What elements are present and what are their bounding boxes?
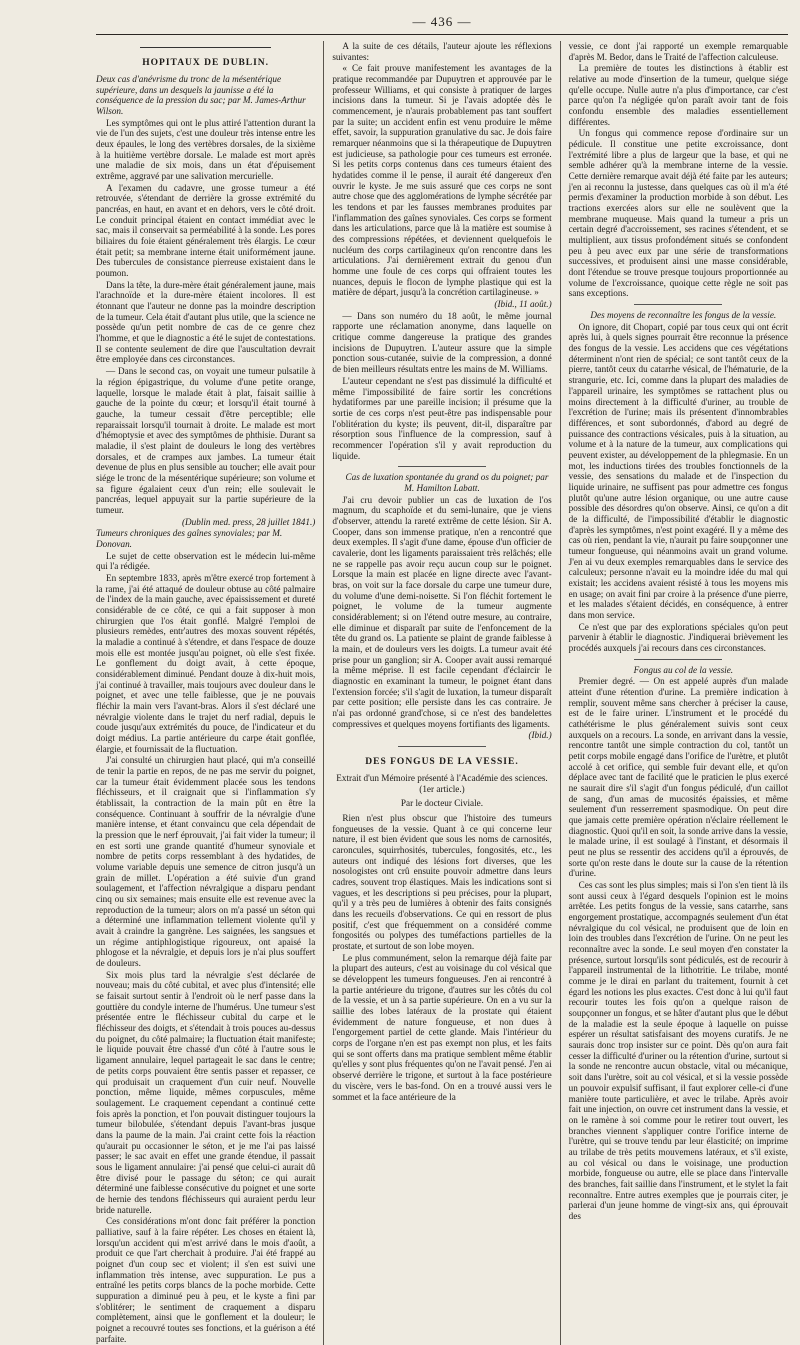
citation: (Ibid.) (528, 730, 552, 741)
paragraph: La première de toutes les distinctions à établir est relative au mode d'insertion de la tumeur, quelque siége qu'elle occupe. Nulle autre n'a plus d'importance, car c'est parce qu'on l'a négligée qu'on paraît avoir tant de fois confondu ensemble des maladies essentiellement différentes. (568, 63, 788, 127)
paragraph: On ignore, dit Chopart, copié par tous ceux qui ont écrit après lui, à quels signes pourrait être reconnue la présence des fongus de la vessie. Les accidens que ces végétations déterminent n'ont rien de spécial; ce sont tantôt ceux de la pierre, tantôt ceux du catarrhe vésical, de l'hématurie, de la strangurie, etc. Ici, comme dans la plupart des maladies de l'appareil urinaire, les symptômes se rattachent plus ou moins directement à la difficulté d'uriner, au trouble de l'excrétion de l'urine; mais ils présentent d'innombrables différences, et sont subordonnés, d'abord au degré de puissance des contractions vésicales, puis à la situation, au volume et à la nature de la tumeur, aux complications qui peuvent exister, au développement de la phlegmasie. En un mot, les inductions tirées des troubles fonctionnels de la vessie, des sensations du malade et de l'inspection du liquide urinaire, ne suffisent pas pour admettre ces fongus plutôt qu'une autre lésion organique, ou une autre cause possible des désordres qu'on observe. Ainsi, ce qu'on a dit de la difficulté, de l'impossibilité d'établir le diagnostic d'après les symptômes, n'est point exagéré. Il y a même des cas où rien, pendant la vie, n'aurait pu faire soupçonner une tumeur fongueuse, qui néanmoins avait un grand volume. J'en ai vu deux exemples remarquables dans le service des calculeux; personne n'avait eu la moindre idée du mal qui existait; les accidens avaient résisté à tous les moyens mis en usage; on avait fini par croire à la présence d'une pierre, et les malades s'étaient décidés, en conséquence, à entrer dans mon service. (568, 321, 788, 620)
paragraph: Un fongus qui commence repose d'ordinaire sur un pédicule. Il constitue une petite excroissance, dont l'extrémité libre a plus de largeur que la base, et qui ne semble adhérer qu'à la membrane interne de la vessie. Cette dernière remarque avait déjà été faite par les auteurs; j'en ai reconnu la justesse, dans quelques cas où il m'a été permis d'examiner la production morbide à son début. Les tractions exercées alors sur elle ne soulèvent que la membrane muqueuse. Mais quand la tumeur a pris un certain degré d'accroissement, ses racines s'étendent, et se multiplient, aux tissus profondément situés se confondent peu à peu avec eux par une série de transformations successives, et produisent ainsi une masse considérable, dont l'étendue se trouve presque toujours proportionnée au volume de l'excroissance, quoique cette règle ne soit pas sans exceptions. (568, 128, 788, 299)
paragraph: Le plus communément, selon la remarque déjà faite par la plupart des auteurs, c'est au voisinage du col vésical que se développent les tumeurs fongueuses. J'en ai rencontré à la partie antérieure du trigone, d'autres sur les côtés du col de la vessie, et un à sa partie supérieure. On en a vu sur la saillie des lobes latéraux de la prostate qui étaient évidemment de nature fongueuse, et non dues à l'engorgement partiel de cette glande. Mais l'intérieur du corps de l'organe n'en est pas exempt non plus, et les faits qui se sont offerts dans ma pratique semblent même établir qu'elles y sont plus fréquentes qu'on ne l'avait pensé. J'en ai observé derrière le trigone, et surtout à la face postérieure du viscère, vers le bas-fond. On en a trouvé aussi vers le sommet et la face antérieure de la (332, 952, 552, 1102)
paragraph: Six mois plus tard la névralgie s'est déclarée de nouveau; mais du côté cubital, et avec plus d'intensité; elle se faisait surtout sentir à l'endroit où le nerf passe dans la gouttière du condyle interne de l'humérus. Une tumeur s'est présentée entre le fléchisseur cubital du carpe et le fléchisseur des doigts, et s'étendait à trois pouces au-dessus du poignet, du côté palmaire; la fluctuation était manifeste; le liquide pouvait être chassé d'un côté à l'autre sous le ligament annulaire, lequel partageait le sac dans le centre; de petits corps pouvaient être sentis passer et repasser, ce qui produisait un craquement d'un cuir neuf. Nouvelle ponction, même liquide, mêmes corpuscules, même soulagement. Le craquement cependant a continué cette fois après la ponction, et l'on pouvait distinguer toujours la tumeur bilobulée, s'étendant depuis l'avant-bras jusque dans la paume de la main. J'ai craint cette fois la réaction qu'aurait pu occasionner le séton, et je me l'ai pas laissé passer; le sac avait en effet une grande étendue, il passait sous le ligament annulaire: j'ai pensé que celui-ci aurait dû être divisé pour le passage du séton; ce qui aurait déterminé une faiblesse consécutive du poignet et une sorte de hernie des tendons fléchisseurs qui auraient perdu leur bride naturelle. (96, 969, 316, 1215)
column-1 (96, 41, 315, 1345)
article-intro: Deux cas d'anévrisme du tronc de la mésentérique supérieure, dans un desquels la jaunisse a été la conséquence de la pression du sac; par M. James-Arthur Wilson. (96, 74, 306, 117)
paragraph: En septembre 1833, après m'être exercé trop fortement à la rame, j'ai été attaqué de douleur obtuse au côté palmaire de l'index de la main gauche, avec épaississement et dureté considérable de ce côté, ce qui a fait supposer à mon chirurgien que l'os était gonflé. Malgré l'emploi de plusieurs remèdes, entr'autres des moxas souvent répétés, la maladie a continué à s'étendre, et dans l'espace de douze mois elle est montée jusqu'au poignet, où elle s'est fixée. Le gonflement du doigt avait, à cette époque, considérablement diminué. Pendant douze à dix-huit mois, j'ai continué à travailler, mais toujours avec douleur dans le poignet, et avec une telle faiblesse, que je ne pouvais fléchir la main vers l'avant-bras. Alors il s'est déclaré une névralgie violente dans le trajet du nerf radial, depuis le coude jusqu'aux extrémités du pouce, de l'indicateur et du doigt médius. La partie antérieure du carpe était gonflée, élargie, et fournissait de la fluctuation. (96, 572, 316, 754)
paragraph: Les symptômes qui ont le plus attiré l'attention durant la vie de l'un des sujets, c'est une douleur très intense entre les deux épaules, le long des vertèbres dorsales, de la sixième à la huitième vertèbre dorsale. Le malade est mort après une maladie de six mois, dans un état d'épuisement extrême, aggravé par une salivation mercurielle. (96, 117, 316, 182)
paragraph: Dans la tête, la dure-mère était généralement jaune, mais l'arachnoïde et la dure-mère étaient incolores. Il est étonnant que l'auteur ne donne pas la moindre description de la tumeur. Cela était d'autant plus utile, que la science ne possède qu'un petit nombre de cas de ce genre chez l'homme, et que le diagnostic a été le sujet de contestations. Il se contente seulement de dire que l'auscultation devrait être employée dans ces circonstances. (96, 279, 316, 365)
paragraph: Premier degré. — On est appelé auprès d'un malade atteint d'une rétention d'urine. La première indication à remplir, souvent même sans chercher à préciser la cause, est de le faire uriner. L'instrument et le procédé du cathétérisme le plus généralement suivis sont ceux auxquels on a recours. La sonde, en arrivant dans la vessie, rencontre tantôt une simple contraction du col, tantôt un petit corps mobile engagé dans l'orifice de l'urètre, et plutôt accolé à cet orifice, qui semble fuir devant elle, et qu'on déplace avec tant de facilité que le praticien le plus exercé ne saurait dire s'il s'agit d'un fongus pédiculé, d'un caillot de sang, d'un amas de mucosités épaissies, et même seulement d'un resserrement spasmodique. On peut dire que jamais cette première opération n'éclaire réellement le diagnostic. Quoi qu'il en soit, la sonde arrive dans la vessie, le malade urine, il est soulagé à l'instant, et désormais il peut ne plus se ressentir des accidens qu'il a éprouvés, de sorte qu'on reste dans le doute sur la cause de la rétention d'urine. (568, 676, 788, 879)
article-subheading: Fongus au col de la vessie. (633, 664, 734, 675)
divider (140, 47, 272, 48)
column-rule (323, 41, 324, 1345)
section-heading-fongus: DES FONGUS DE LA VESSIE. (365, 757, 519, 767)
columns (96, 41, 788, 1345)
paragraph: « Ce fait prouve manifestement les avantages de la pratique recommandée par Dupuytren et approuvée par le professeur Williams, et qui consiste à pratiquer de larges incisions dans la tumeur. Si je l'avais adoptée dès le commencement, je n'aurais probablement pas tant souffert par la suite; un accident enfin est venu produire le même effet, savoir, la suppuration granulative du sac. Je dois faire remarquer néanmoins que si la thérapeutique de Dupuytren est judicieuse, sa pathologie pour ces tumeurs est erronée. Si les petits corps contenus dans ces tumeurs étaient des hydatides comme il le pense, il aurait été dangereux d'en ouvrir le kyste. Je me suis assuré que ces corps ne sont autre chose que des agglomérations de lymphe sécrétée par les tendons et par les fausses membranes produites par l'inflammation des gaînes synoviales. Ces corps se forment dans les articulations, parce que là la matière est soumise à des compressions répétées, et deviennent quelquefois le nucléum des corps cartilagineux qu'on rencontre dans les articulations. J'ai dernièrement extrait du genou d'un homme une foule de ces corps qui offraient toutes les nuances, depuis le flocon de lymphe plastique qui est la matière de départ, jusqu'à la concrétion cartilagineuse. » (332, 63, 552, 298)
section-heading-dublin: HOPITAUX DE DUBLIN. (142, 58, 270, 68)
citation: (Dublin med. press, 28 juillet 1841.) (181, 516, 316, 527)
paragraph: Ce n'est que par des explorations spéciales qu'on peut parvenir à établir le diagnostic. J'indiquerai brièvement les procédés auxquels j'ai recours dans ces circonstances. (568, 621, 788, 653)
paragraph: A la suite de ces détails, l'auteur ajoute les réflexions suivantes: (332, 41, 552, 62)
divider (398, 466, 486, 467)
divider (634, 659, 722, 660)
column-3 (569, 41, 788, 1345)
paragraph: A l'examen du cadavre, une grosse tumeur a été retrouvée, s'étendant de derrière la grosse extrémité du pancréas, en haut, en avant et en dehors, vers le côté droit. Le conduit principal étaient en contact immédiat avec le sac, mais il conservait sa perméabilité à la sonde. Les pores biliaires du foie étaient généralement très élargis. Le cœur était petit; sa membrane interne était uniformément jaune. Des tubercules de consistance pierreuse existaient dans le poumon. (96, 182, 316, 279)
paragraph: L'auteur cependant ne s'est pas dissimulé la difficulté et même l'impossibilité de faire sortir les concrétions hydatiformes par une pareille incision; il présume que la sortie de ces corps n'est peut-être pas indispensable pour l'oblitération du kyste; ils peuvent, dit-il, disparaître par résorption sous l'influence de la compression, sauf à recommencer l'opération s'il y avait reproduction du liquide. (332, 375, 552, 461)
paragraph: Ces cas sont les plus simples; mais si l'on s'en tient là ils sont aussi ceux à l'égard desquels l'opinion est le moins arrêtée. Les petits fongus de la vessie, sans catarrhe, sans engorgement prostatique, accompagnés seulement d'un état névralgique du col vésical, ne produisent que de loin en loin des troubles dans l'excrétion de l'urine. On ne peut les reconnaître avec la sonde. Le seul moyen d'en constater la présence, surtout lorsqu'ils sont pédiculés, est de recourir à l'appareil instrumental de la lithotritie. Le trilabe, monté comme je le dirai en parlant du traitement, fournit à cet égard les notions les plus exactes. C'est donc à lui qu'il faut recourir toutes les fois qu'on a quelque raison de soupçonner un fongus, et se hâter d'autant plus que le début de la maladie est la seule époque à laquelle on puisse espérer un résultat satisfaisant des moyens curatifs. Je ne saurais donc trop insister sur ce point. Dès qu'on aura fait cesser la difficulté d'uriner ou la rétention d'urine, surtout si la sonde ne rencontre aucun obstacle, vital ou mécanique, soit dans l'urètre, soit au col vésical, et si la vessie possède un pouvoir expulsif suffisant, il faut explorer celle-ci d'une manière toute particulière, et avec le trilabe. Après avoir fait une injection, on ouvre cet instrument dans la vessie, et on le ramène à soi comme pour le retirer tout ouvert, les branches viennent s'appliquer contre l'orifice interne de l'urètre, qui se trouve tendu par leur élasticité; on imprime au trilabe de très petits mouvemens latéraux, et s'il existe, au col vésical ou dans le voisinage, une production morbide, fongueuse ou autre, elle se place dans l'intervalle des branches, fait saillie dans l'instrument, et le stylet la fait reconnaître. Entre autres exemples que je pourrais citer, je parlerai d'un jeune homme de vingt-six ans, qui éprouvait des (568, 880, 788, 1221)
column-2 (332, 41, 551, 1345)
article-subheading: Des moyens de reconnaître les fongus de la vessie. (590, 310, 777, 321)
paragraph: J'ai consulté un chirurgien haut placé, qui m'a conseillé de tenir la partie en repos, de ne pas me servir du poignet, car la tumeur était évidemment placée sous les tendons fléchisseurs, et il craignait que si l'inflammation s'y établissait, la contraction de la main pût en être la conséquence. Continuant à souffrir de la névralgie d'une manière intense, et étant convaincu que cela dépendait de la pression que le nerf éprouvait, j'ai fait vider la tumeur; il en est sorti une grande quantité d'humeur synoviale et nombre de petits corps ressemblant à des hydatides, de volume variable depuis une semence de citron jusqu'à un grain de millet. L'opération a été suivie d'un grand soulagement, et l'affection névralgique a disparu pendant cinq ou six semaines; mais ensuite elle est revenue avec la reproduction de la tumeur; alors on m'a passé un séton qui a déterminé une inflammation tellement violente qu'il y avait à craindre la gangrène. Les saignées, les sangsues et un régime antiphlogistique rigoureux, ont apaisé la phlogose et la névralgie, et depuis lors je n'ai plus souffert de douleurs. (96, 755, 316, 969)
paragraph: Le sujet de cette observation est le médecin lui-même qui l'a rédigée. (96, 550, 316, 572)
divider (634, 304, 722, 305)
column-rule (560, 41, 561, 1345)
divider (398, 746, 486, 747)
citation: (Ibid., 11 août.) (494, 299, 552, 310)
paragraph: Rien n'est plus obscur que l'histoire des tumeurs fongueuses de la vessie. Quant à ce qui concerne leur nature, il est bien évident que sous les noms de carnosités, caroncules, squirrhosités, tubercules, fongosités, etc., les auteurs ont indiqué des lésions fort diverses, que les nosologistes ont crû ensuite pouvoir admettre dans leurs cadres, souvent trop élastiques. Mais les indications sont si vagues, et les descriptions si peu précises, pour la plupart, qu'il y a très peu de lumières à obtenir des faits consignés dans les recueils d'observations. Ce qui en ressort de plus positif, c'est que fréquemment on a considéré comme fongosités ou polypes des tuméfactions partielles de la prostate, et surtout de son lobe moyen. (332, 813, 552, 952)
article-subheading: Tumeurs chroniques des gaînes synoviales; par M. Donovan. (96, 528, 283, 549)
article-subheading: Cas de luxation spontanée du grand os du poignet; par M. Hamilton Labatt. (345, 472, 549, 493)
paragraph: — Dans le second cas, on voyait une tumeur pulsatile à la région épigastrique, du volume d'une petite orange, laquelle, lorsque le malade était à plat, faisait saillie à gauche de la pointe du cœur; et lorsqu'il était tourné à gauche, la tumeur cessait d'être perceptible; elle reparaissait lorsqu'il tournait à droite. Le malade est mort d'hémoptysie et avec des symptômes de phthisie. Durant sa maladie, il s'est plaint de douleurs le long des vertèbres dorsales, et de crampes aux jambes. La tumeur était devenue de plus en plus sensible au toucher; elle avait pour siége le tronc de la mésentérique supérieure; son volume et sa figure égalaient ceux d'un rein; elle soulevait le pancréas, lequel appuyait sur la partie supérieure de la tumeur. (96, 366, 316, 515)
page-number: — 436 — (96, 14, 788, 35)
article-author: Par le docteur Civiale. (400, 798, 484, 809)
article-source: Extrait d'un Mémoire présenté à l'Académie des sciences. (1er article.) (336, 773, 548, 794)
paragraph: — Dans son numéro du 18 août, le même journal rapporte une réclamation anonyme, dans laquelle on critique comme dangereuse la pratique des grandes incisions de Dupuytren. L'auteur assure que la simple ponction sous-cutanée, suivie de la compression, a donné de bien meilleurs résultats entre les mains de M. Williams. (332, 310, 552, 375)
paragraph: vessie, ce dont j'ai rapporté un exemple remarquable d'après M. Bedor, dans le Traité de l'affection calculeuse. (568, 41, 788, 62)
paragraph: Ces considérations m'ont donc fait préférer la ponction palliative, sauf à la faire répéter. Les choses en étaient là, lorsqu'un accident qui m'est arrivé dans le mois d'août, a produit ce que l'art cherchait à produire. J'ai été frappé au poignet d'un coup sec et violent; il s'en est suivi une inflammation très intense, avec suppuration. Le pus a entraîné les petits corps blancs de la poche morbide. Cette suppuration a diminué peu à peu, et le kyste a fini par s'oblitérer; le sentiment de craquement a disparu complètement, ainsi que le gonflement et la douleur; le poignet a recouvré toutes ses fonctions, et la guérison a été parfaite. (96, 1216, 316, 1344)
paragraph: J'ai cru devoir publier un cas de luxation de l'os magnum, du scaphoïde et du semi-lunaire, que je viens d'observer, attendu la rareté extrême de cette lésion. Sir A. Cooper, dans son immense pratique, n'en a rencontré que deux exemples. Il s'agit d'une dame, épouse d'un officier de cavalerie, dont les ligaments paraissaient très relâchés; elle ne se rappelle pas avoir reçu aucun coup sur le poignet. Lorsque la main est placée en ligne directe avec l'avant-bras, on voit sur la face dorsale du carpe une tumeur dure, du volume d'une demi-noisette. Si l'on fléchit fortement le poignet, le volume de la tumeur augmente considérablement; si on l'étend outre mesure, au contraire, elle diminue et disparaît par suite de l'enfoncement de la tête du grand os. La patiente se plaint de grande faiblesse à la main, et de douleurs vers les doigts. La tumeur avait été prise pour un ganglion; sir A. Cooper avait aussi remarqué la même méprise. Il est facile cependant d'éclaircir le diagnostic en examinant la tumeur, le poignet étant dans l'extension forcée; s'il s'agit de luxation, la tumeur disparaît par cette position; elle persiste dans les cas contraire. Je n'ai pas ordonné grand'chose, si ce n'est des bandelettes compressives et quelques moyens fortifiants des ligaments. (332, 494, 552, 729)
